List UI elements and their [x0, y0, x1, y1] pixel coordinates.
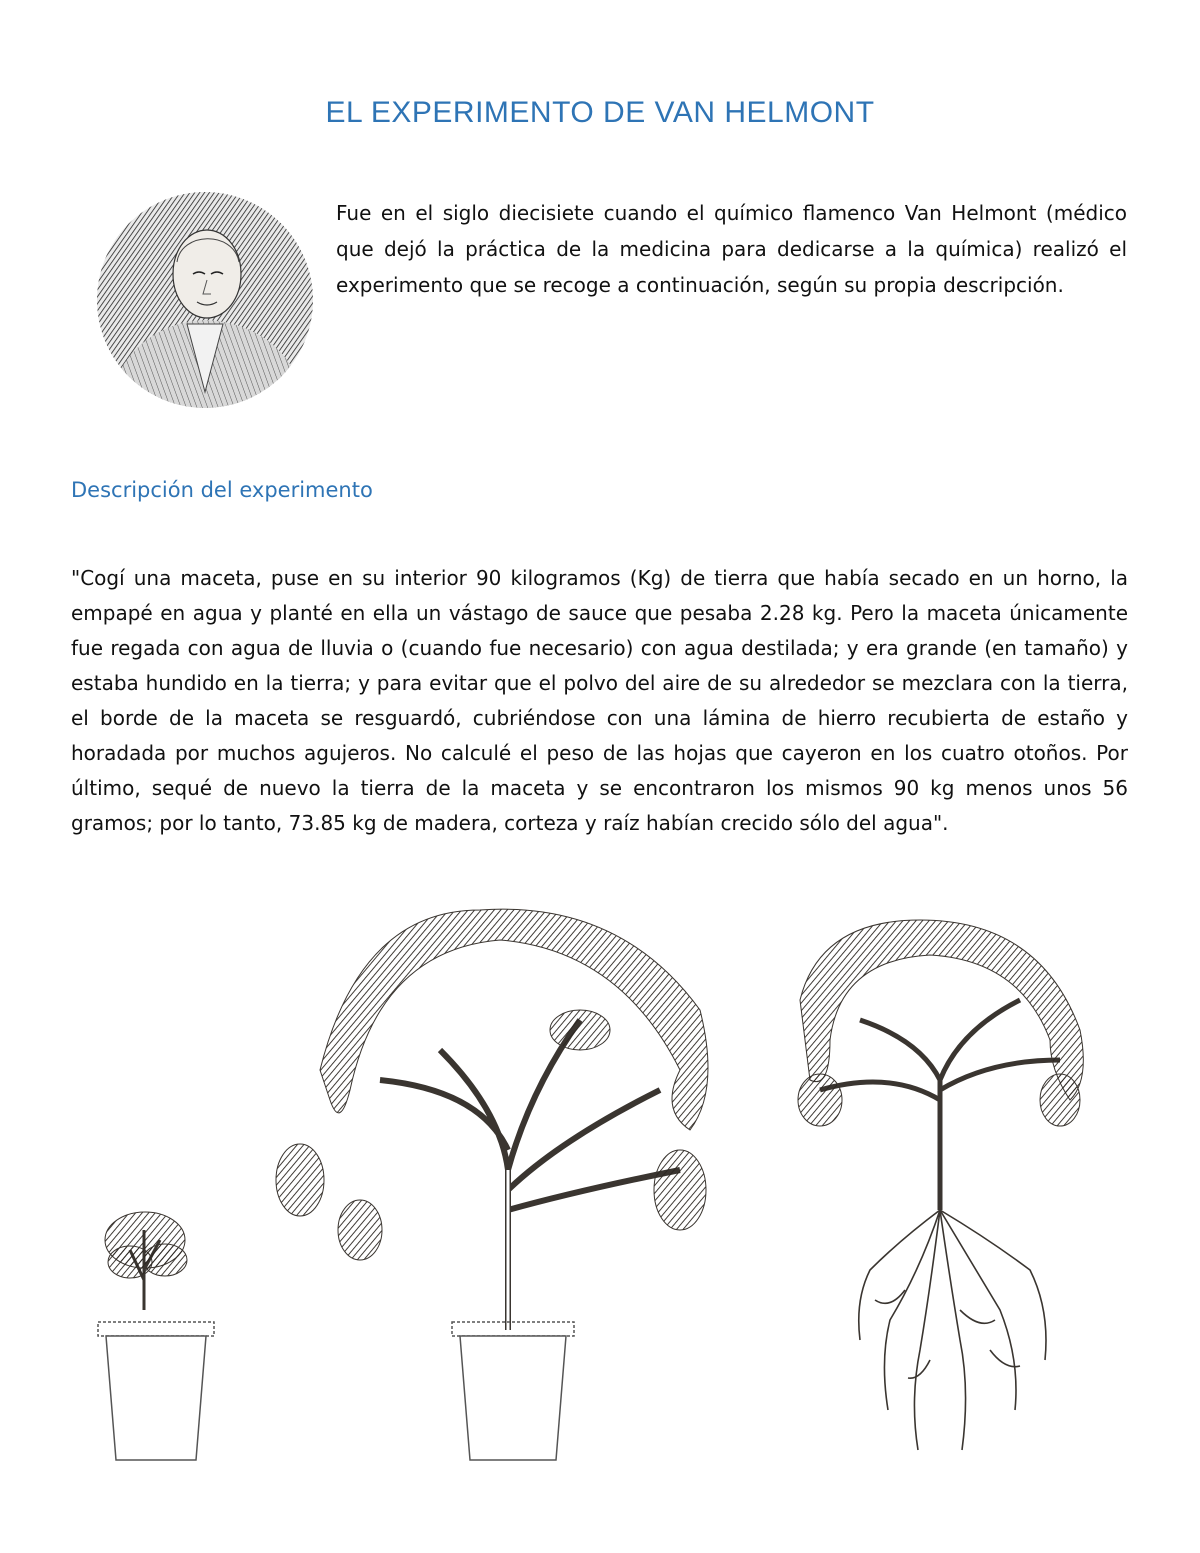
tree-with-exposed-roots: [798, 920, 1083, 1450]
intro-paragraph: Fue en el siglo diecisiete cuando el químico flamenco Van Helmont (médico que dejó la práctica de la medicina para dedicarse a la química) realizó el experimento que se recoge a continuación, según su propia descripción.: [336, 201, 1127, 297]
large-tree-in-pot: [276, 909, 708, 1460]
page-title: EL EXPERIMENTO DE VAN HELMONT: [325, 96, 875, 129]
van-helmont-portrait: [97, 192, 313, 408]
small-sapling-in-pot: [98, 1212, 214, 1460]
section-heading: Descripción del experimento: [71, 478, 373, 502]
experiment-quote: "Cogí una maceta, puse en su interior 90 kilogramos (Kg) de tierra que había secado en un horno, la empapé en agua y planté en ella un vástago de sauce que pesaba 2.28 kg. Pero la maceta únicamente fue regada con agua de lluvia o (cuando fue necesario) con agua destilada; y era grande (en tamaño) y estaba hundido en la tierra; y para evitar que el polvo del aire de su alrededor se mezclara con la tierra, el borde de la maceta se resguardó, cubriéndose con una lámina de hierro recubierta de estaño y horadada por muchos agujeros. No calculé el peso de las hojas que cayeron en los cuatro otoños. Por último, sequé de nuevo la tierra de la maceta y se encontraron los mismos 90 kg menos unos 56 gramos; por lo tanto, 73.85 kg de madera, corteza y raíz habían crecido sólo del agua".: [71, 566, 1128, 835]
tree-growth-illustration: [60, 890, 1160, 1490]
